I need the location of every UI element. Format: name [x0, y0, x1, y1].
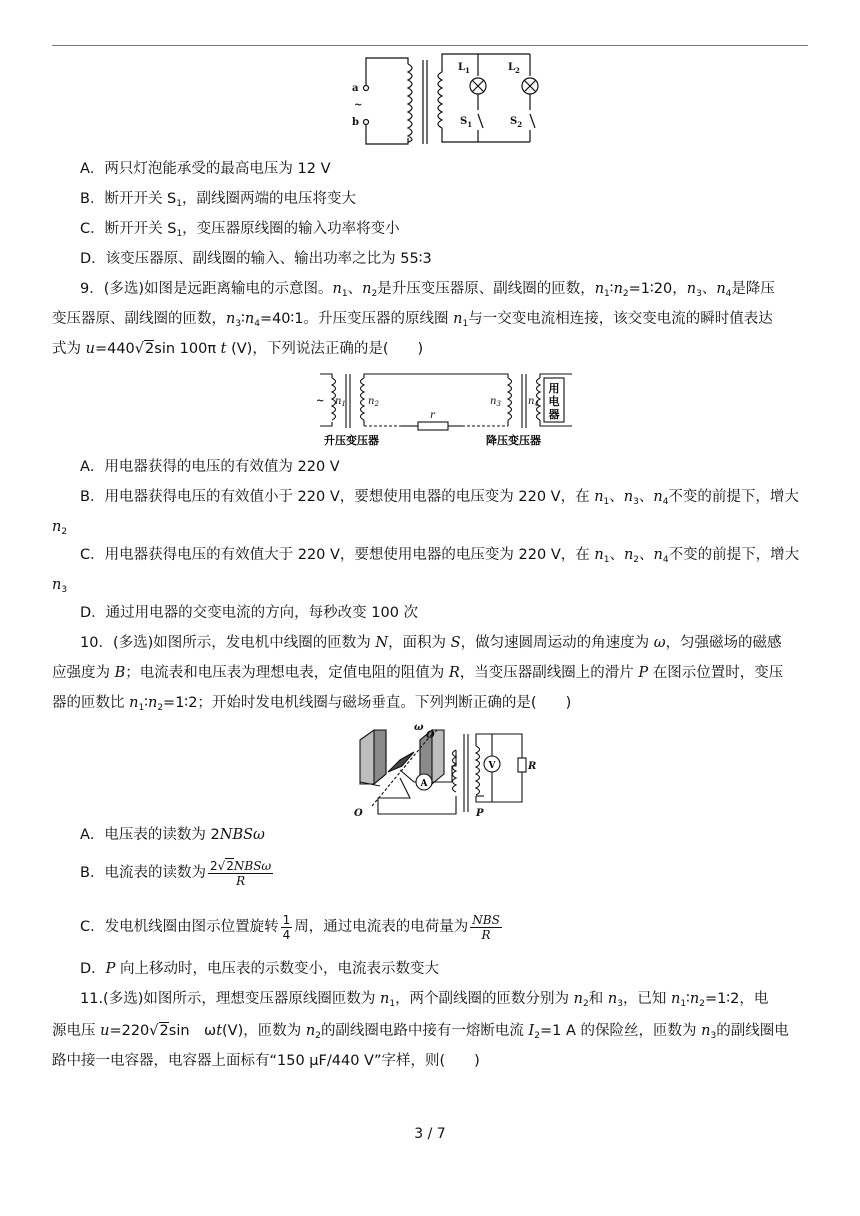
terminal-b-label: b [352, 117, 359, 128]
q11-stem-line3: 路中接一电容器，电容器上面标有“150 μF/440 V”字样，则( ) [52, 1053, 480, 1069]
q9-option-b-cont: $n_2$ [52, 519, 68, 537]
device-label-3: 器 [548, 408, 560, 421]
q9-stem-line3: 式为 u=440√2sin 100π t (V)，下列说法正确的是( ) [52, 341, 424, 357]
generator-transformer-figure [352, 722, 548, 818]
q10-option-c: C．发电机线圈由图示位置旋转 $\frac{1}{4}$ 周，通过电流表的电荷量为 $\frac{\text{NBS}}{R}$ [80, 912, 500, 942]
ac-source-symbol: ~ [316, 396, 325, 407]
n3-label: $n_3$ [490, 396, 501, 408]
power-transmission-figure [312, 370, 578, 448]
lamp1-label: $L_1$ [458, 62, 470, 75]
q9-option-c: C．用电器获得电压的有效值大于 220 V，要想使用电器的电压变为 220 V，在 $n_1$、$n_2$、$n_4$不变的前提下，增大 [80, 547, 800, 565]
device-label-1: 用 [548, 382, 560, 395]
header-rule [52, 45, 808, 46]
ac-symbol: ~ [354, 100, 363, 111]
omega-label: ω [414, 722, 424, 733]
q10-stem-line3: 器的匝数比 $n_1∶n_2=1∶2$；开始时发电机线圈与磁场垂直。下列判断正确的是( ) [52, 695, 572, 713]
ammeter-label: A [420, 779, 428, 789]
n1-label: $n_1$ [335, 396, 346, 408]
q10-option-a: A．电压表的读数为 2NBSω [80, 827, 265, 843]
page-number: 3 / 7 [414, 1126, 446, 1142]
n4-label: $n_4$ [528, 396, 539, 408]
q8-option-b: B．断开开关 $S_1$，副线圈两端的电压将变大 [80, 191, 356, 209]
q8-option-c: C．断开开关 $S_1$，变压器原线圈的输入功率将变小 [80, 221, 400, 239]
q11-stem-line1: 11.(多选)如图所示，理想变压器原线圈匝数为 $n_1$，两个副线圈的匝数分别为 $n_2$和 $n_3$，已知 $n_1∶n_2=1∶2$，电 [80, 991, 769, 1009]
q10-stem-line2: 应强度为 B；电流表和电压表为理想电表，定值电阻的阻值为 R，当变压器副线圈上的滑片 P 在图示位置时，变压 [52, 665, 784, 681]
q10-option-d: D．P 向上移动时，电压表的示数变小，电流表示数变大 [80, 961, 440, 977]
q9-stem-line1: 9．(多选)如图是远距离输电的示意图。$n_1$、$n_2$是升压变压器原、副线圈的匝数，$n_1∶n_2=1∶20$，$n_3$、$n_4$是降压 [80, 281, 775, 299]
q8-option-d: D．该变压器原、副线圈的输入、输出功率之比为 55∶3 [80, 251, 432, 267]
q11-stem-line2: 源电压 u=220√2sin ωt(V)，匝数为 $n_2$的副线圈电路中接有一熔断电流 $I_2=1$ A 的保险丝，匝数为 $n_3$的副线圈电 [52, 1023, 789, 1041]
resistor-r-label: r [430, 410, 435, 421]
voltmeter-label: V [488, 761, 496, 771]
device-label-2: 电 [548, 395, 560, 408]
q9-option-d: D．通过用电器的交变电流的方向，每秒改变 100 次 [80, 605, 419, 621]
q10-option-b: B．电流表的读数为 $\frac{\text{2√2NBSω}}{R}$ [80, 858, 272, 888]
q9-stem-line2: 变压器原、副线圈的匝数，$n_3∶n_4=40∶1$。升压变压器的原线圈 $n_1$与一交变电流相连接，该交变电流的瞬时值表达 [52, 311, 773, 329]
resistor-label: R [528, 761, 537, 772]
q10-stem-line1: 10．(多选)如图所示，发电机中线圈的匝数为 N，面积为 S，做匀速圆周运动的角速度为 ω，匀强磁场的磁感 [80, 635, 782, 651]
lamp2-label: $L_2$ [508, 62, 520, 75]
switch2-label: $S_2$ [510, 116, 523, 129]
n2-label: $n_2$ [368, 396, 379, 408]
q9-option-b: B．用电器获得电压的有效值小于 220 V，要想使用电器的电压变为 220 V，在 $n_1$、$n_3$、$n_4$不变的前提下，增大 [80, 489, 799, 507]
step-up-label: 升压变压器 [324, 434, 379, 447]
q8-option-a: A．两只灯泡能承受的最高电压为 12 V [80, 161, 331, 177]
switch1-label: $S_1$ [460, 116, 473, 129]
slider-p-label: P [476, 808, 484, 818]
terminal-a-label: a [352, 83, 359, 94]
q9-option-a: A．用电器获得的电压的有效值为 220 V [80, 459, 340, 475]
q9-option-c-cont: $n_3$ [52, 577, 68, 595]
transformer-lamps-figure [340, 52, 560, 152]
o-label: O [354, 808, 363, 818]
o-prime-label: O′ [426, 730, 438, 741]
step-down-label: 降压变压器 [486, 434, 541, 447]
